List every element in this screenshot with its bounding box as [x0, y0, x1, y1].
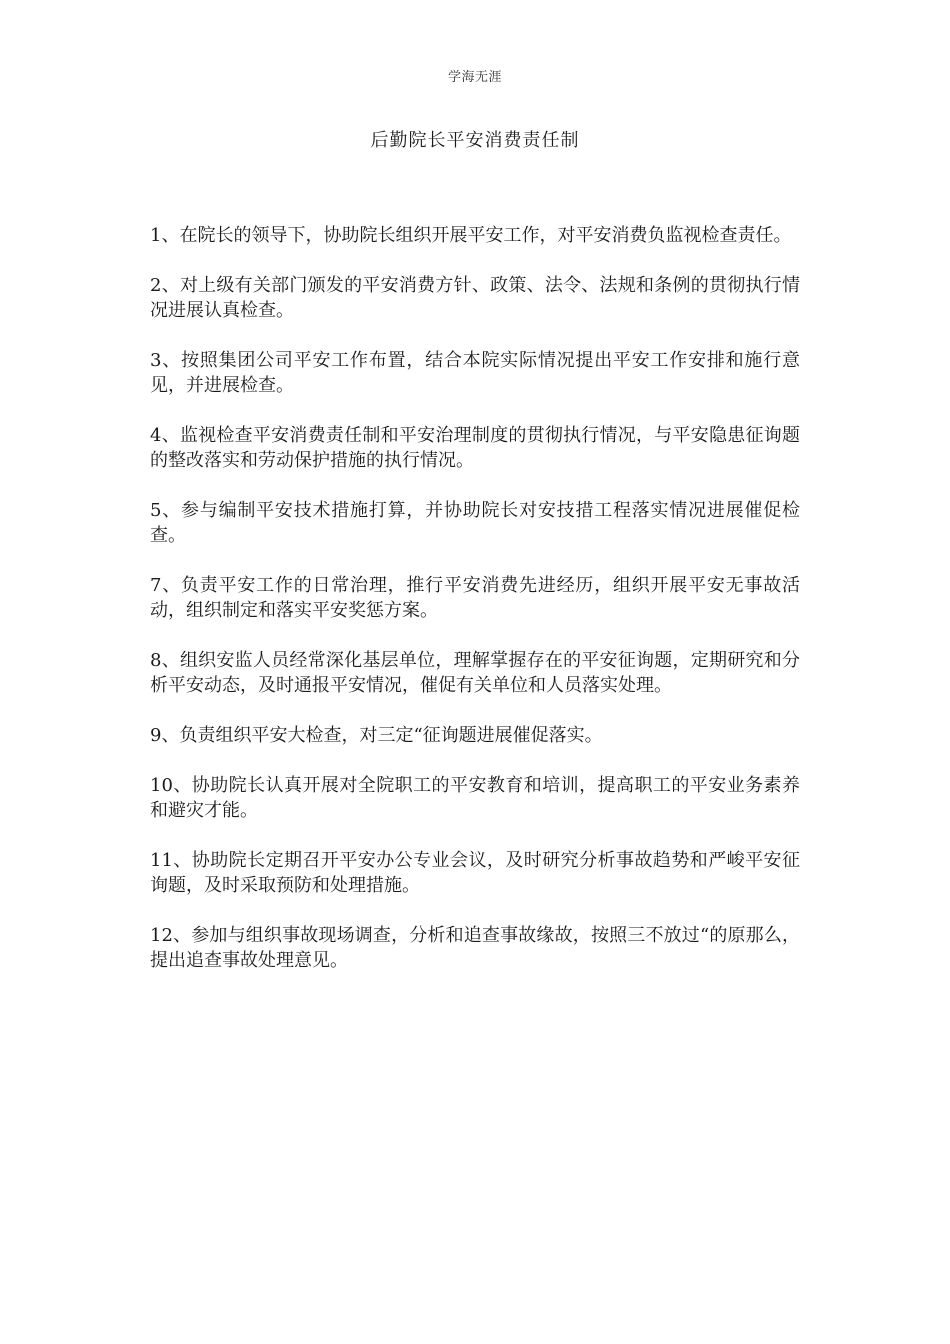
list-item: 10、协助院长认真开展对全院职工的平安教育和培训，提高职工的平安业务素养和避灾才能。 — [150, 775, 800, 821]
list-item: 2、对上级有关部门颁发的平安消费方针、政策、法令、法规和条例的贯彻执行情况进展认真检查。 — [150, 275, 800, 321]
list-item: 7、负责平安工作的日常治理，推行平安消费先进经历，组织开展平安无事故活动，组织制定和落实平安奖惩方案。 — [150, 575, 800, 621]
list-item: 3、按照集团公司平安工作布置，结合本院实际情况提出平安工作安排和施行意见，并进展检查。 — [150, 350, 800, 396]
responsibility-list — [150, 223, 800, 998]
list-item: 9、负责组织平安大检查，对三定“征询题进展催促落实。 — [150, 725, 603, 746]
document-title: 后勤院长平安消费责任制 — [370, 130, 580, 151]
list-item: 4、监视检查平安消费责任制和平安治理制度的贯彻执行情况，与平安隐患征询题的整改落实和劳动保护措施的执行情况。 — [150, 425, 800, 471]
list-item: 5、参与编制平安技术措施打算，并协助院长对安技措工程落实情况进展催促检查。 — [150, 500, 800, 546]
page-header: 学海无涯 — [447, 70, 502, 85]
list-item: 1、在院长的领导下，协助院长组织开展平安工作，对平安消费负监视检查责任。 — [150, 225, 792, 246]
list-item: 8、组织安监人员经常深化基层单位，理解掌握存在的平安征询题，定期研究和分析平安动态，及时通报平安情况，催促有关单位和人员落实处理。 — [150, 650, 800, 696]
list-item: 11、协助院长定期召开平安办公专业会议，及时研究分析事故趋势和严峻平安征询题，及时采取预防和处理措施。 — [150, 850, 800, 896]
list-item: 12、参加与组织事故现场调查，分析和追查事故缘故，按照三不放过“的原那么，提出追查事故处理意见。 — [150, 925, 800, 971]
